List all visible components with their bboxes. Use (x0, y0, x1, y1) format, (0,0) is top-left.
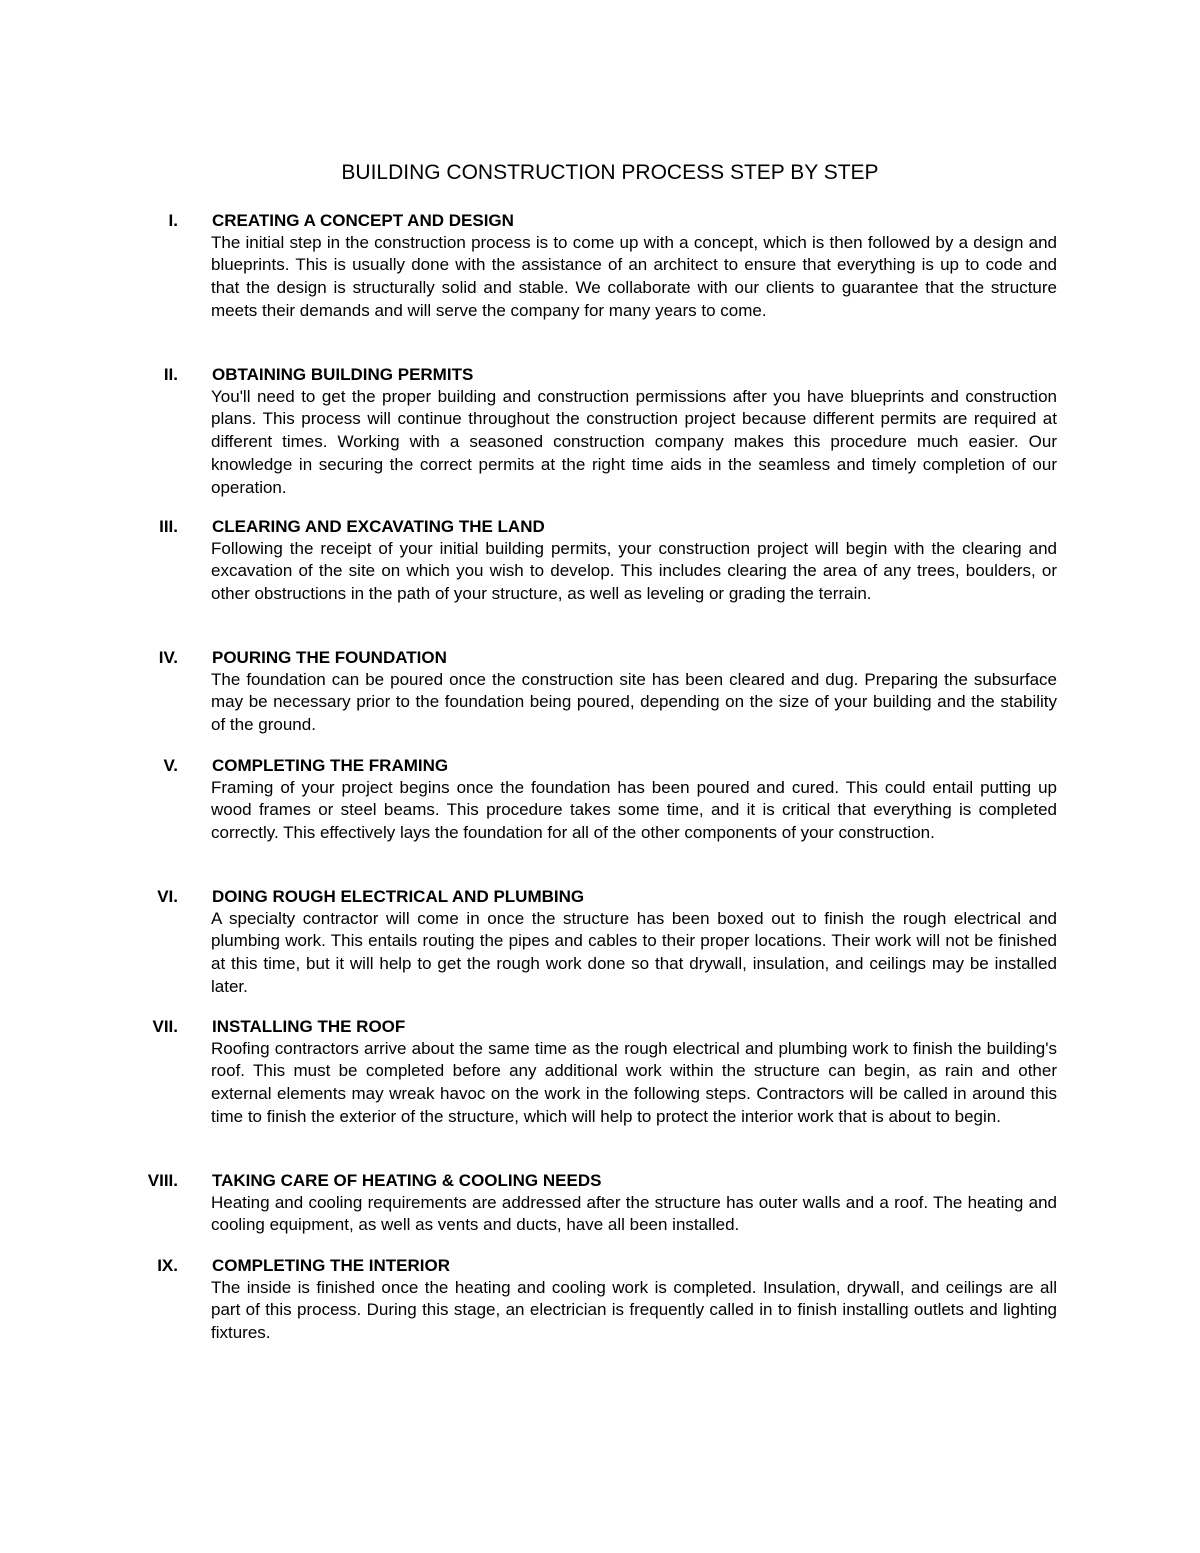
document-title: BUILDING CONSTRUCTION PROCESS STEP BY STEP (341, 161, 879, 184)
section-heading: DOING ROUGH ELECTRICAL AND PLUMBING (212, 887, 585, 906)
section-heading: COMPLETING THE INTERIOR (212, 1256, 450, 1275)
section-body: You'll need to get the proper building and construction permissions after you have blueprints and construction plans. This process will continue throughout the construction project because different permits are required at different times. Working with a seasoned construction company makes this procedure much easier. Our knowledge in securing the correct permits at the right time aids in the seamless and timely completion of our operation. (211, 386, 1057, 497)
section-body: Heating and cooling requirements are addressed after the structure has outer walls and a roof. The heating and cooling equipment, as well as vents and ducts, have all been installed. (211, 1192, 1057, 1235)
section-body: The foundation can be poured once the construction site has been cleared and dug. Preparing the subsurface may be necessary prior to the foundation being poured, depending on the size of your building and the stability of the ground. (211, 669, 1057, 735)
section-numeral: IV. (158, 648, 178, 667)
section-body: Framing of your project begins once the foundation has been poured and cured. This could entail putting up wood frames or steel beams. This procedure takes some time, and it is critical that everything is completed correctly. This effectively lays the foundation for all of the other components of your construction. (211, 777, 1057, 843)
section-body: The inside is finished once the heating and cooling work is completed. Insulation, drywall, and ceilings are all part of this process. During this stage, an electrician is frequently called in to finish installing outlets and lighting fixtures. (211, 1277, 1057, 1343)
section-heading: OBTAINING BUILDING PERMITS (212, 365, 474, 384)
section-heading: CREATING A CONCEPT AND DESIGN (212, 211, 514, 230)
section-numeral: V. (163, 756, 178, 775)
section-numeral: I. (168, 211, 178, 230)
section-heading: COMPLETING THE FRAMING (212, 756, 449, 775)
section-numeral: VI. (157, 887, 178, 906)
section-heading: INSTALLING THE ROOF (212, 1017, 406, 1036)
section-numeral: IX. (157, 1256, 178, 1275)
section-body: Roofing contractors arrive about the same time as the rough electrical and plumbing work to finish the building's roof. This must be completed before any additional work within the structure can begin, as rain and other external elements may wreak havoc on the work in the following steps. Contractors will be called in around this time to finish the exterior of the structure, which will help to protect the interior work that is about to begin. (211, 1038, 1057, 1126)
section-numeral: II. (163, 365, 178, 384)
section-body: A specialty contractor will come in once the structure has been boxed out to finish the rough electrical and plumbing work. This entails routing the pipes and cables to their proper locations. Their work will not be finished at this time, but it will help to get the rough work done so that drywall, insulation, and ceilings may be installed later. (211, 908, 1057, 996)
section-heading: TAKING CARE OF HEATING & COOLING NEEDS (212, 1171, 602, 1190)
section-heading: CLEARING AND EXCAVATING THE LAND (212, 517, 545, 536)
section-numeral: III. (159, 517, 178, 536)
section-heading: POURING THE FOUNDATION (212, 648, 447, 667)
section-body: The initial step in the construction process is to come up with a concept, which is then followed by a design and blueprints. This is usually done with the assistance of an architect to ensure that everything is up to code and that the design is structurally solid and stable. We collaborate with our clients to guarantee that the structure meets their demands and will serve the company for many years to come. (211, 232, 1057, 320)
section-numeral: VIII. (147, 1171, 178, 1190)
section-body: Following the receipt of your initial building permits, your construction project will begin with the clearing and excavation of the site on which you wish to develop. This includes clearing the area of any trees, boulders, or other obstructions in the path of your structure, as well as leveling or grading the terrain. (211, 538, 1057, 604)
section-numeral: VII. (152, 1017, 178, 1036)
